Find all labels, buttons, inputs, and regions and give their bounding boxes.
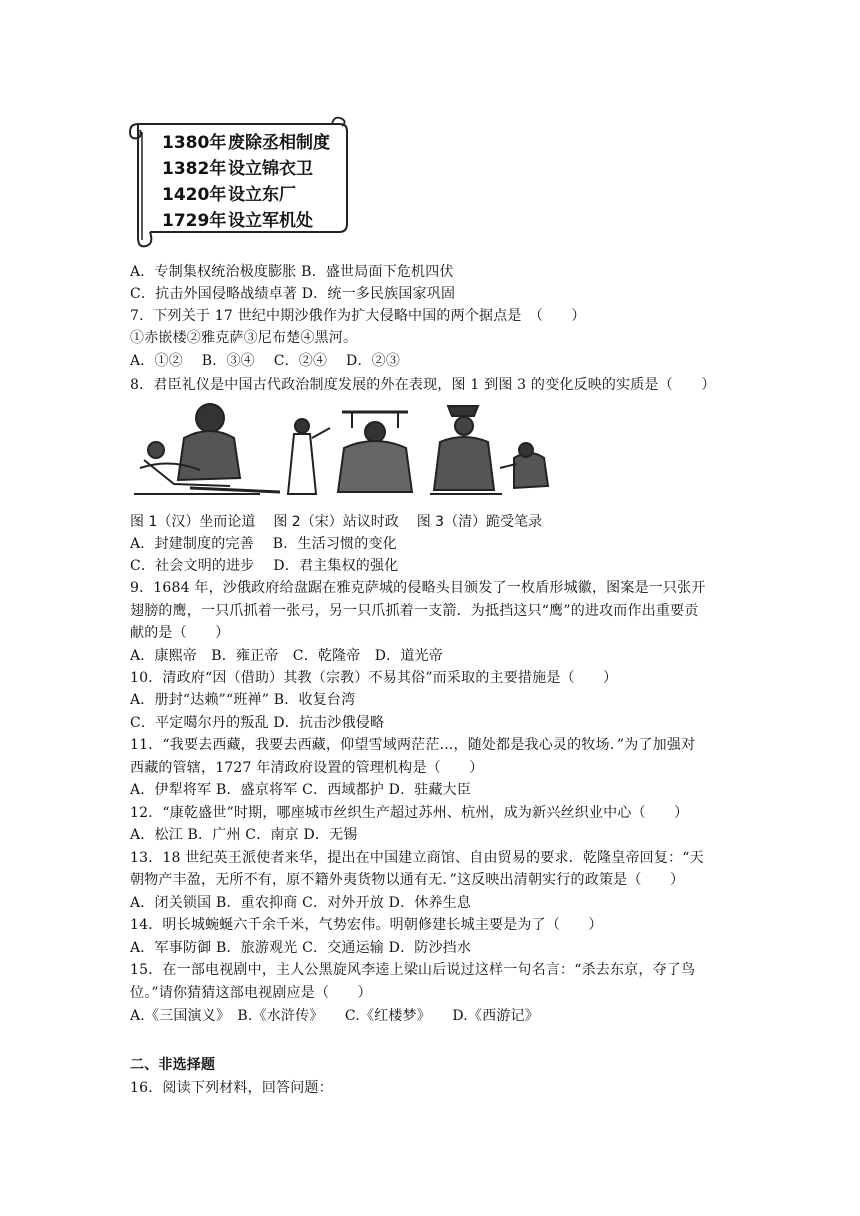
q15-stem-line2: 位。”请你猜猜这部电视剧应是（ ）: [130, 985, 372, 1001]
q9-options: A．康熙帝 B．雍正帝 C．乾隆帝 D．道光帝: [130, 648, 443, 664]
q7-options: A．①② B．③④ C．②④ D．②③: [130, 353, 401, 369]
q10-options-line1: A．册封“达赖”“班禅” B．收复台湾: [130, 692, 356, 708]
scroll-timeline-figure: [128, 112, 350, 252]
q12-options: A．松江 B．广州 C．南京 D．无锡: [130, 827, 358, 843]
figure1-caption: 图 1（汉）坐而论道: [130, 514, 256, 530]
timeline-event: 设立军机处: [228, 211, 313, 231]
q15-stem-line1: 15．在一部电视剧中，主人公黑旋风李逵上梁山后说过这样一句名言：“杀去东京，夺了鸟: [130, 962, 696, 978]
q13-stem-line1: 13．18 世纪英王派使者来华，提出在中国建立商馆、自由贸易的要求．乾隆皇帝回复：“天: [130, 850, 704, 866]
timeline-entry: [162, 182, 330, 208]
q7-stem: 7．下列关于 17 世纪中期沙俄作为扩大侵略中国的两个据点是 （ ）: [130, 308, 586, 324]
q13-options: A．闭关锁国 B．重农抑商 C．对外开放 D．休养生息: [130, 895, 472, 911]
q10-options-line2: C．平定噶尔丹的叛乱 D．抗击沙俄侵略: [130, 715, 385, 731]
q7-items: ①赤嵌楼②雅克萨③尼布楚④黑河。: [130, 330, 358, 346]
court-etiquette-captions: [130, 512, 560, 532]
q6-options-line1: A．专制集权统治极度膨胀 B．盛世局面下危机四伏: [130, 264, 454, 280]
qing-kneeling-figures: [430, 406, 548, 494]
han-seated-figures: [134, 404, 280, 494]
timeline-entry: [162, 208, 330, 234]
q8-options-line1: A．封建制度的完善 B．生活习惯的变化: [130, 536, 397, 552]
q14-options: A．军事防御 B．旅游观光 C．交通运输 D．防沙挡水: [130, 940, 472, 956]
q11-stem-line1: 11．“我要去西藏，我要去西藏，仰望雪域两茫茫...，随处都是我心灵的牧场．”为了加强对: [130, 737, 696, 753]
q9-stem-line3: 献的是（ ）: [130, 625, 230, 641]
timeline-list: [162, 130, 330, 234]
timeline-entry: [162, 130, 330, 156]
q9-stem-line1: 9．1684 年，沙俄政府给盘踞在雅克萨城的侵略头目颁发了一枚盾形城徽，图案是一只张开: [130, 580, 706, 596]
q6-options-line2: C．抗击外国侵略战绩卓著 D．统一多民族国家巩固: [130, 286, 456, 302]
q15-options: A.《三国演义》 B.《水浒传》 C.《红楼梦》 D.《西游记》: [130, 1008, 539, 1024]
q14-stem: 14．明长城蜿蜒六千余千米，气势宏伟。明朝修建长城主要是为了（ ）: [130, 917, 603, 933]
section2-heading: 二、非选择题: [130, 1057, 216, 1073]
court-etiquette-illustration: [130, 398, 590, 530]
q16-stem: 16．阅读下列材料，回答问题：: [130, 1080, 333, 1096]
timeline-entry: [162, 156, 330, 182]
q11-stem-line2: 西藏的管辖，1727 年清政府设置的管理机构是（ ）: [130, 760, 484, 776]
figure3-caption: 图 3（清）跪受笔录: [416, 514, 543, 530]
figure2-caption: 图 2（宋）站议时政: [273, 514, 399, 530]
timeline-event: 废除丞相制度: [228, 133, 330, 153]
timeline-year: 1380年: [162, 133, 227, 153]
timeline-event: 设立东厂: [228, 185, 296, 205]
timeline-year: 1382年: [162, 159, 227, 179]
court-etiquette-drawing: [130, 398, 590, 508]
song-standing-figures: [288, 412, 412, 494]
q10-stem: 10．清政府“因（借助）其教（宗教）不易其俗”而采取的主要措施是（ ）: [130, 670, 618, 686]
q11-options: A．伊犁将军 B．盛京将军 C．西域都护 D．驻藏大臣: [130, 782, 472, 798]
q12-stem: 12．“康乾盛世”时期，哪座城市丝织生产超过苏州、杭州，成为新兴丝织业中心（ ）: [130, 805, 689, 821]
q9-stem-line2: 翅膀的鹰，一只爪抓着一张弓，另一只爪抓着一支箭．为抵挡这只“鹰”的进攻而作出重要贡: [130, 603, 699, 619]
timeline-event: 设立锦衣卫: [228, 159, 313, 179]
timeline-year: 1729年: [162, 211, 227, 231]
q8-stem: 8．君臣礼仪是中国古代政治制度发展的外在表现，图 1 到图 3 的变化反映的实质是（ ）: [130, 377, 716, 393]
q8-options-line2: C．社会文明的进步 D．君主集权的强化: [130, 558, 399, 574]
q13-stem-line2: 朝物产丰盈，无所不有，原不籍外夷货物以通有无．”这反映出清朝实行的政策是（ ）: [130, 872, 685, 888]
timeline-year: 1420年: [162, 185, 227, 205]
